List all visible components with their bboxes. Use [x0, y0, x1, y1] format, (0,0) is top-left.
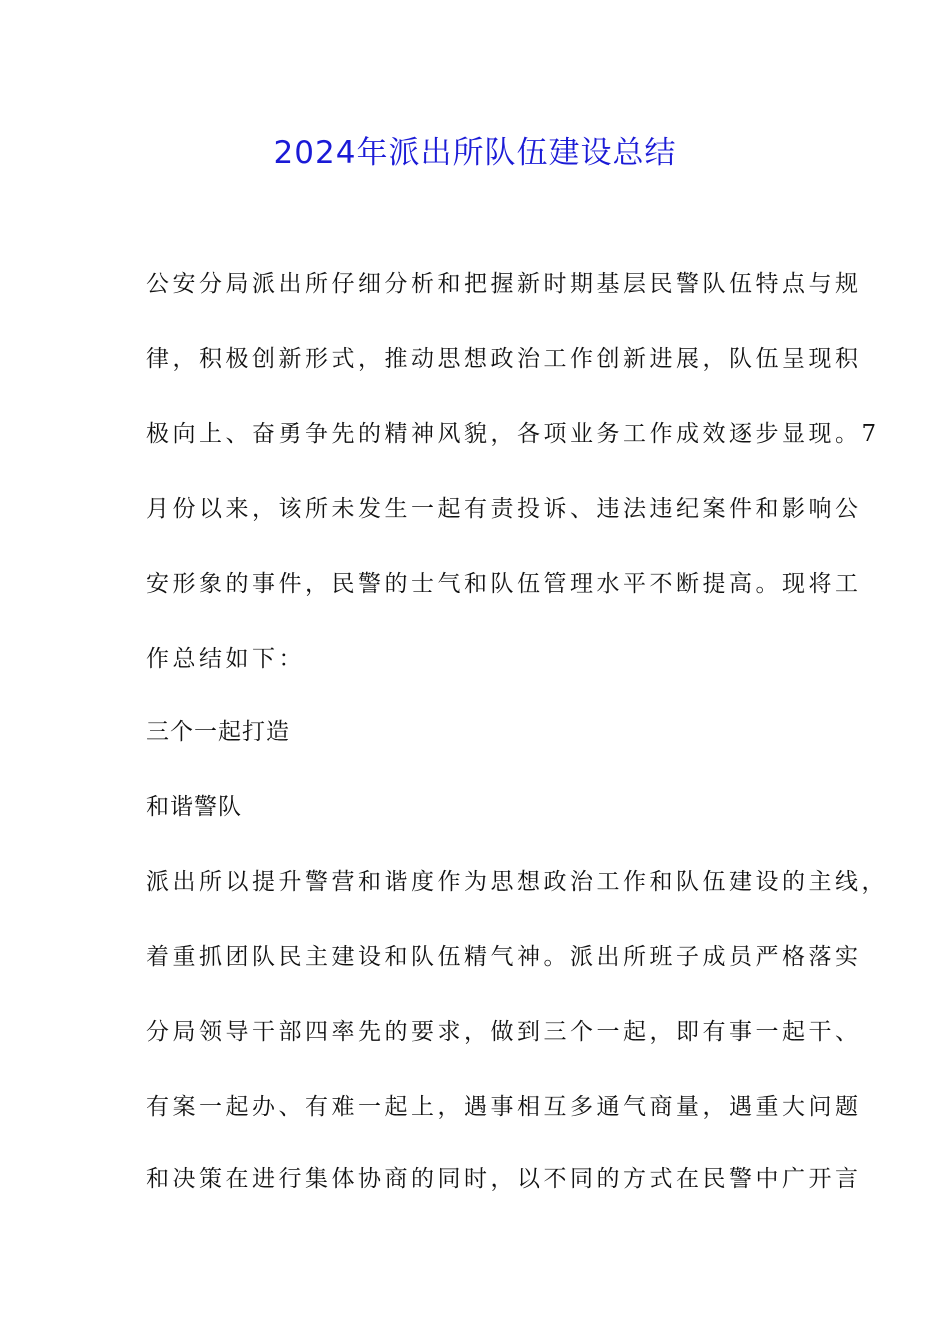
paragraph-line: 分局领导干部四率先的要求，做到三个一起，即有事一起干、 — [146, 1019, 862, 1045]
paragraph-line: 着重抓团队民主建设和队伍精气神。派出所班子成员严格落实 — [146, 944, 862, 970]
section-heading: 三个一起打造 — [146, 719, 290, 745]
paragraph-line: 极向上、奋勇争先的精神风貌，各项业务工作成效逐步显现。7 — [146, 421, 880, 447]
paragraph-line: 安形象的事件，民警的士气和队伍管理水平不断提高。现将工 — [146, 571, 862, 597]
section-heading: 和谐警队 — [146, 794, 242, 820]
paragraph-line: 派出所以提升警营和谐度作为思想政治工作和队伍建设的主线， — [146, 869, 888, 895]
paragraph-line: 作总结如下： — [146, 646, 305, 672]
paragraph-line: 有案一起办、有难一起上，遇事相互多通气商量，遇重大问题 — [146, 1094, 862, 1120]
paragraph-line: 公安分局派出所仔细分析和把握新时期基层民警队伍特点与规 — [146, 271, 862, 297]
document-title: 2024年派出所队伍建设总结 — [273, 135, 677, 171]
paragraph-line: 和决策在进行集体协商的同时，以不同的方式在民警中广开言 — [146, 1166, 862, 1192]
paragraph-line: 月份以来，该所未发生一起有责投诉、违法违纪案件和影响公 — [146, 496, 862, 522]
paragraph-line: 律，积极创新形式，推动思想政治工作创新进展，队伍呈现积 — [146, 346, 862, 372]
